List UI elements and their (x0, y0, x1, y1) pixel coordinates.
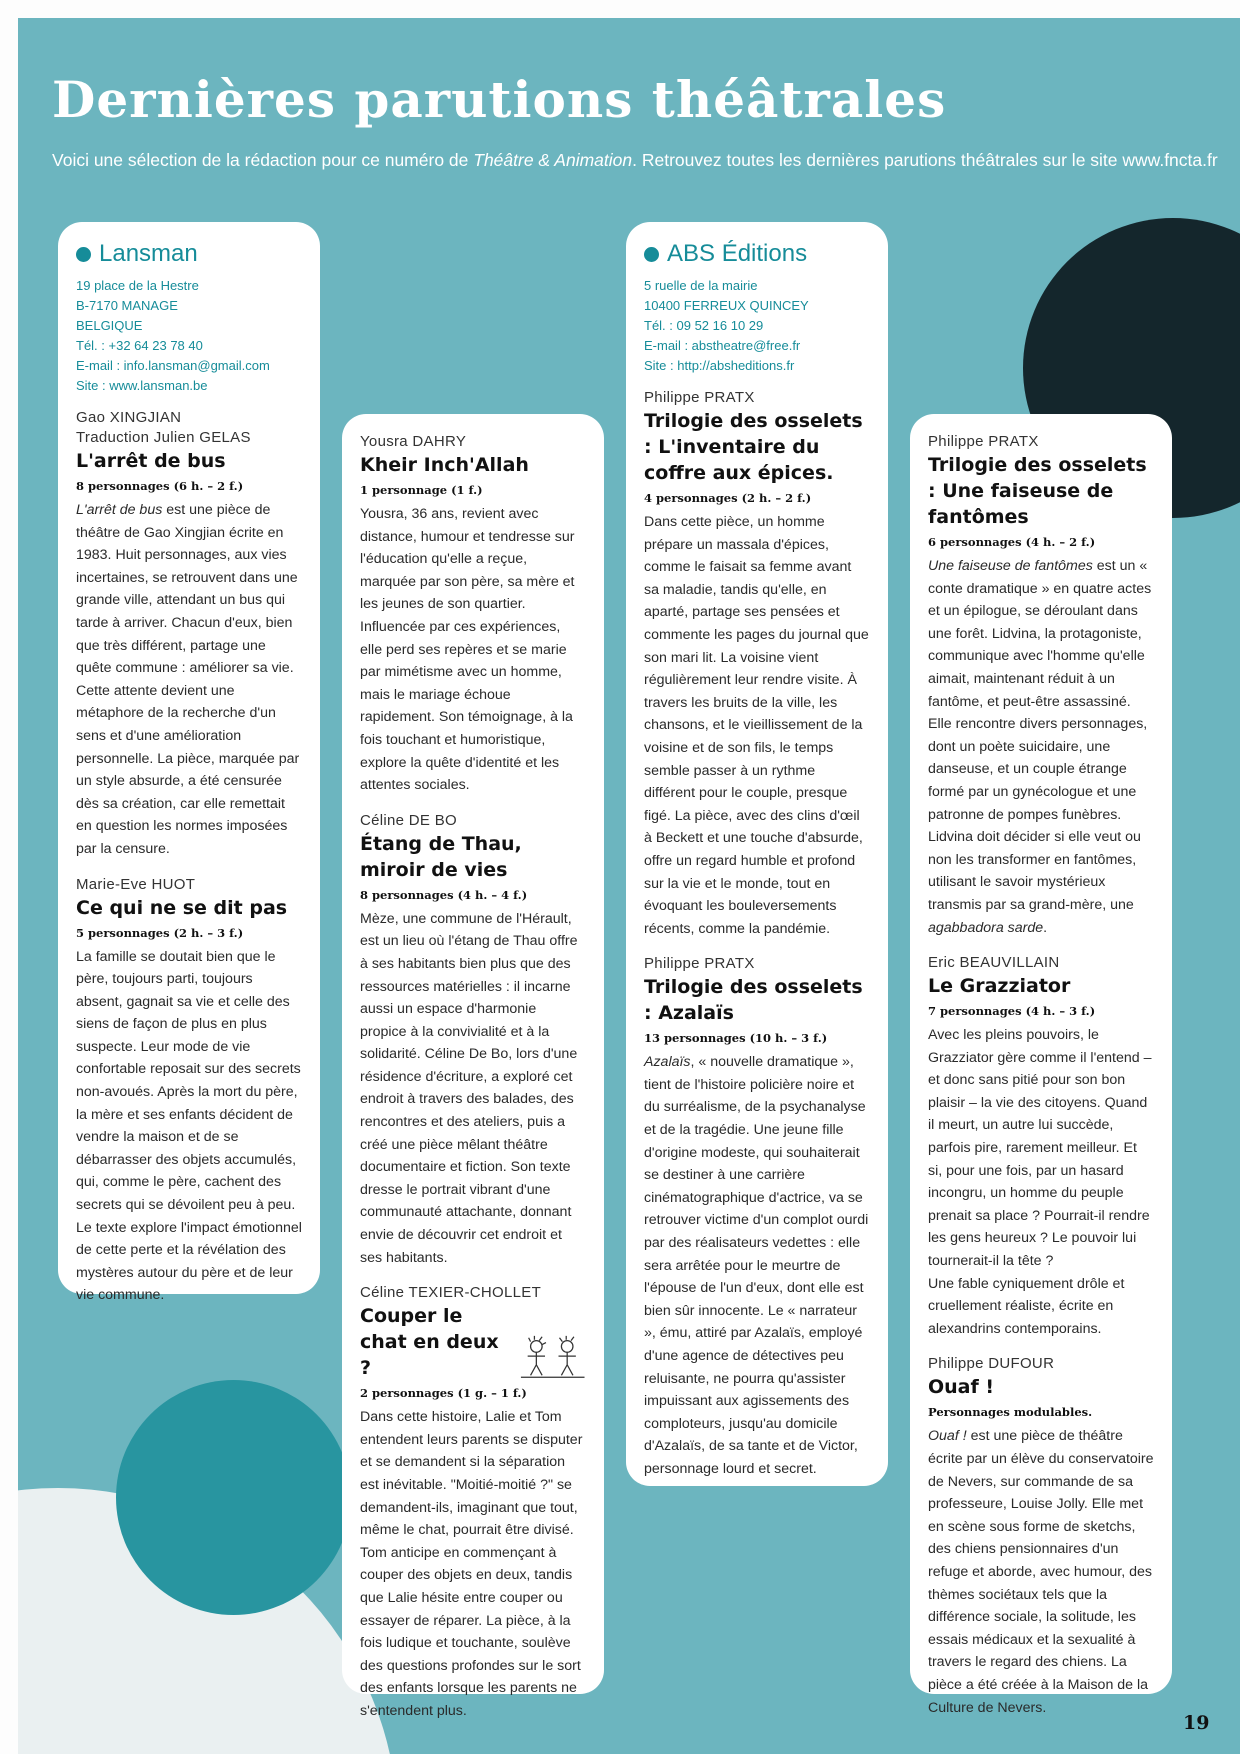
book-entry-faiseuse-de-fantomes (928, 432, 1154, 939)
book-description-text: est une pièce de théâtre écrite par un élève du conservatoire de Nevers, sur commande de sa professeure, Louise Jolly. Elle met en scène sous forme de sketchs, des chiens pensionnaires d'un refuge et aborde, avec humour, des thèmes sociétaux tels que la différence sociale, la solitude, les essais médicaux et la sexualité à travers le regard des chiens. La pièce a été créée à la Maison de la Culture de Nevers. (928, 1428, 1154, 1716)
book-author: Philippe PRATX (928, 433, 1039, 450)
book-entry-grazziator (928, 953, 1154, 1340)
children-drawing-icon (519, 1335, 586, 1381)
book-author: Philippe PRATX (644, 955, 755, 973)
publisher-city: 10400 FERREUX QUINCEY (644, 298, 809, 313)
page-intro (52, 150, 1232, 171)
book-description-title: Azalaïs (644, 1054, 691, 1071)
book-description-italic-end: agabbadora sarde (928, 919, 1044, 936)
publisher-phone: Tél. : +32 64 23 78 40 (76, 338, 203, 353)
intro-prefix: Voici une sélection de la rédaction pour ce numéro de (52, 150, 474, 170)
book-cast: 13 personnages (10 h. – 3 f.) (644, 1031, 828, 1046)
book-description: La famille se doutait bien que le père, toujours parti, toujours absent, gagnait sa vie et celle des siens de façon de plus en plus suspecte. Leur mode de vie confortable reposait sur des secrets non-avoués. Après la mort du père, la mère et ses enfants décident de vendre la maison et de se débarrasser des objets accumulés, qui, comme le père, cachent des secrets qui se dévoilent peu à peu. Le texte explore l'impact émotionnel de cette perte et la révélation des mystères autour du père et de leur vie commune. (76, 948, 302, 1304)
card-lansman (58, 222, 320, 1304)
intro-suffix: . Retrouvez toutes les dernières parutions théâtrales sur le site www.fncta.fr (632, 150, 1218, 170)
decorative-teal-circle (116, 1380, 351, 1615)
book-author: Yousra DAHRY (360, 433, 467, 450)
publisher-lansman (76, 240, 302, 396)
book-author: Céline TEXIER-CHOLLET (360, 1284, 542, 1302)
book-title: Étang de Thau, miroir de vies (360, 832, 522, 881)
page-heading: Dernières parutions théâtrales (52, 70, 947, 129)
book-title: Ouaf ! (928, 1376, 995, 1399)
book-description: Dans cette histoire, Lalie et Tom entendent leurs parents se disputer et se demandent si la séparation est inévitable. "Moitié-moitié ?" se demandent-ils, imaginant que tout, même le chat, pourrait être divisé. Tom anticipe en commençant à couper des objets en deux, tandis que Lalie hésite entre couper ou essayer de réparer. La pièce, à la fois ludique et touchante, soulève des questions profondes sur le sort des enfants lorsque les parents ne s'entendent plus. (360, 1409, 583, 1719)
publisher-abs (644, 240, 870, 376)
publisher-name-text: ABS Éditions (667, 240, 808, 267)
publisher-site[interactable]: Site : www.lansman.be (76, 378, 208, 393)
book-title: Ce qui ne se dit pas (76, 896, 288, 919)
publisher-email[interactable]: E-mail : abstheatre@free.fr (644, 338, 801, 353)
book-description-text: est une pièce de théâtre de Gao Xingjian écrite en 1983. Huit personnages, aux vies incertaines, se retrouvent dans une grande ville, attendant un bus qui tarde à arriver. Chacun d'eux, bien que très différent, partage une quête commune : améliorer sa vie. Cette attente devient une métaphore de la recherche d'un sens et d'une amélioration personnelle. La pièce, marquée par un style absurde, a été censurée dès sa création, car elle remettait en question les normes imposées par la censure. (76, 502, 300, 857)
book-description: Dans cette pièce, un homme prépare un massala d'épices, comme le faisait sa femme avant sa maladie, tandis qu'elle, en aparté, partage ses pensées et commente les pages du journal que son mari lit. La voisine vient régulièrement leur rendre visite. À travers les bruits de la ville, les chansons, et le vieillissement de la voisine et de son fils, le temps semble passer à un rythme différent pour le couple, presque figé. La pièce, avec des clins d'œil à Beckett et une touche d'absurde, offre un regard humble et profond sur la vie et le monde, tout en évoquant les bouleversements récents, comme la pandémie. (644, 514, 869, 937)
book-description: Yousra, 36 ans, revient avec distance, humour et tendresse sur l'éducation qu'elle a reçue, marquée par son père, sa mère et les jeunes de son quartier. Influencée par ces expériences, elle perd ses repères et se marie par mimétisme avec un homme, mais le mariage échoue rapidement. Son témoignage, à la fois touchant et humoristique, explore la quête d'identité et les attentes sociales. (360, 506, 575, 794)
publisher-name (76, 240, 302, 268)
card-abs-editions (626, 222, 888, 1486)
publisher-address: 19 place de la Hestre (76, 278, 199, 293)
book-description-text: , « nouvelle dramatique », tient de l'histoire policière noire et du surréalisme, de la psychanalyse et de la tragédie. Une jeune fille d'origine modeste, qui souhaiterait se destiner à une carrière cinématographique d'actrice, va se retrouver victime d'un complot ourdi par des réalisateurs vedettes : elle sera arrêtée pour le meurtre de l'épouse de l'un d'eux, dont elle est bien sûr innocente. Le « narrateur », ému, attiré par Azalaïs, employé d'une agence de détectives peu reluisante, ne pourra qu'assister impuissant aux agissements des comploteurs, jusqu'au domicile d'Azalaïs, de sa tante et de Victor, personnage lourd et secret. (644, 1054, 869, 1477)
bullet-icon (644, 247, 659, 262)
book-description (76, 499, 302, 861)
book-description-title: Ouaf ! (928, 1428, 967, 1445)
book-entry-etang-de-thau (360, 811, 586, 1270)
book-description-2: Une fable cyniquement drôle et cruellement réaliste, écrite en alexandrins contemporains. (928, 1275, 1125, 1337)
book-cast: Personnages modulables. (928, 1405, 1093, 1420)
book-author: Gao XINGJIAN (76, 409, 182, 426)
title-row (360, 1303, 586, 1381)
page-number: 19 (1183, 1712, 1210, 1734)
book-author: Céline DE BO (360, 811, 457, 829)
book-description (928, 1425, 1154, 1719)
publisher-email[interactable]: E-mail : info.lansman@gmail.com (76, 358, 270, 373)
book-description-title: Une faiseuse de fantômes (928, 558, 1093, 574)
book-translator: Traduction Julien GELAS (76, 429, 251, 446)
book-description-end: . (1043, 919, 1048, 936)
book-entry-ouaf (928, 1354, 1154, 1719)
book-cast: 1 personnage (1 f.) (360, 483, 483, 497)
book-description-text: est un « conte dramatique » en quatre actes et un épilogue, se déroulant dans une forêt. Lidvina, la protagoniste, communique avec l'homme qu'elle aimait, maintenant réduit à un fantôme, et peut-être assassiné. Elle rencontre divers personnages, dont un poète suicidaire, une danseuse, et un couple étrange formé par un gynécologue et une patronne de pompes funèbres. Lidvina doit décider si elle veut ou non les transformer en fantômes, utilisant le savoir mystérieux transmis par sa grand-mère, une (928, 558, 1152, 913)
book-description: Mèze, une commune de l'Hérault, est un lieu où l'étang de Thau offre à ses habitants bien plus que des ressources matérielles : il incarne aussi un espace d'harmonie propice à la convivialité et à la solidarité. Céline De Bo, lors d'une résidence d'écriture, a exploré cet endroit à travers des balades, des rencontres et des ateliers, puis a créé une pièce mêlant théâtre documentaire et fiction. Son texte dresse le portrait vibrant d'une communauté attachante, donnant envie de découvrir cet endroit et ses habitants. (360, 910, 578, 1266)
publisher-site[interactable]: Site : http://absheditions.fr (644, 358, 795, 373)
book-description (644, 1051, 870, 1480)
book-entry-arret-de-bus (76, 408, 302, 861)
card-column-4 (910, 414, 1172, 1716)
book-title: Couper le chat en deux ? (360, 1305, 499, 1380)
publisher-name-text: Lansman (99, 240, 198, 267)
book-entry-azalais (644, 954, 870, 1480)
book-cast: 8 personnages (6 h. – 2 f.) (76, 479, 244, 493)
intro-magazine: Théâtre & Animation (473, 150, 633, 170)
book-author: Philippe PRATX (644, 389, 755, 406)
book-title: Trilogie des osselets : Azalaïs (644, 976, 863, 1025)
book-cast: 6 personnages (4 h. – 2 f.) (928, 535, 1096, 549)
book-title: Le Grazziator (928, 975, 1071, 998)
book-entry-inventaire-du-coffre (644, 388, 870, 940)
publisher-city: B-7170 MANAGE (76, 298, 178, 313)
book-title: Trilogie des osselets : Une faiseuse de fantômes (928, 454, 1147, 528)
card-column-2 (342, 414, 604, 1719)
publisher-name (644, 240, 870, 268)
book-author: Marie-Eve HUOT (76, 875, 196, 893)
book-description (928, 555, 1154, 939)
publisher-address: 5 ruelle de la mairie (644, 278, 758, 293)
book-cast: 4 personnages (2 h. – 2 f.) (644, 491, 812, 505)
book-title: Kheir Inch'Allah (360, 454, 529, 476)
bullet-icon (76, 247, 91, 262)
book-entry-couper-le-chat (360, 1283, 586, 1722)
book-author: Philippe DUFOUR (928, 1355, 1055, 1373)
book-cast: 7 personnages (4 h. – 3 f.) (928, 1004, 1096, 1019)
publisher-country: BELGIQUE (76, 318, 143, 333)
book-cast: 2 personnages (1 g. – 1 f.) (360, 1386, 527, 1401)
book-description: Avec les pleins pouvoirs, le Grazziator gère comme il l'entend – et donc sans pitié pour son bon plaisir – la vie des citoyens. Quand il meurt, un autre lui succède, parfois pire, rarement meilleur. Et si, pour une fois, par un hasard incongru, un homme du peuple prenait sa place ? Pourrait-il rendre les gens heureux ? Le pouvoir lui tournerait-il la tête ? (928, 1027, 1152, 1270)
book-description-title: L'arrêt de bus (76, 502, 163, 518)
book-entry-ce-qui-ne-se-dit-pas (76, 875, 302, 1308)
book-title: L'arrêt de bus (76, 450, 226, 472)
book-title: Trilogie des osselets : L'inventaire du coffre aux épices. (644, 410, 863, 484)
book-cast: 8 personnages (4 h. – 4 f.) (360, 887, 528, 902)
book-cast: 5 personnages (2 h. – 3 f.) (76, 925, 244, 940)
book-entry-kheir-inch-allah (360, 432, 586, 797)
publisher-phone: Tél. : 09 52 16 10 29 (644, 318, 764, 333)
book-author: Eric BEAUVILLAIN (928, 954, 1060, 972)
